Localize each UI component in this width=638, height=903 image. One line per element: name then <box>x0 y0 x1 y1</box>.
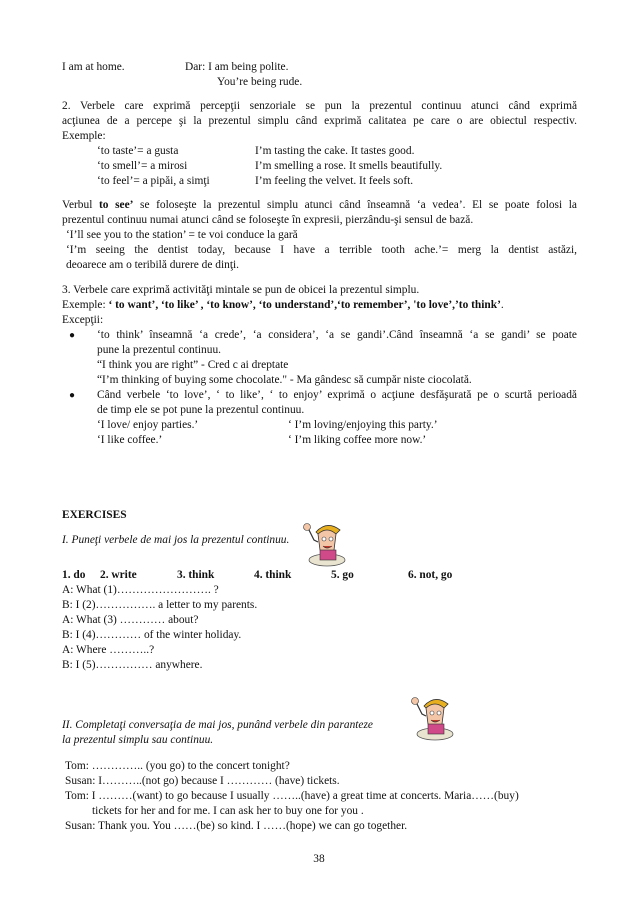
exercise1-line: B: I (2)……………. a letter to my parents. <box>62 599 258 611</box>
exercise2-title-line1: II. Completaţi conversaţia de mai jos, punând verbele din paranteze <box>62 719 373 731</box>
section2-line2: acţiunea de a percepe şi la prezentul simplu când exprimă calitatea pe care o are obiectul respectiv. <box>62 115 577 127</box>
example-rude: You’re being rude. <box>217 76 303 88</box>
section3-exemple: Exemple: ‘ to want’, ‘to like’ , ‘to know’, ‘to understand’,‘to remember’, 'to love’,’to think’. <box>62 299 504 311</box>
exception1-line4: “I’m thinking of buying some chocolate." - Ma gândesc să cumpăr niste ciocolată. <box>97 374 472 386</box>
example-feel-term: ‘to feel’= a pipăi, a simţi <box>97 175 210 187</box>
section2-exemple: Exemple: <box>62 130 106 142</box>
exercise1-title: I. Puneţi verbele de mai jos la prezentul continuu. <box>62 534 290 546</box>
exercise1-line: A: Where ………..? <box>62 644 155 656</box>
exercise2-title-line2: la prezentul simplu sau continuu. <box>62 734 214 746</box>
exception2-ex1-b: ‘ I’m loving/enjoying this party.’ <box>288 419 438 431</box>
exercise2-line: Susan: Thank you. You ……(be) so kind. I ……(hope) we can go together. <box>65 820 408 832</box>
exercise2-line: tickets for her and for me. I can ask her to buy one for you . <box>92 805 364 817</box>
exercise1-word-6: 6. not, go <box>408 569 453 581</box>
exercise1-word-3: 3. think <box>177 569 215 581</box>
tosee-line4: ‘I’m seeing the dentist today, because I have a terrible tooth ache.’= merg la dentist astăzi, <box>66 244 577 256</box>
example-home: I am at home. <box>62 61 125 73</box>
exercise1-word-2: 2. write <box>100 569 137 581</box>
exception2-line1: Când verbele ‘to love’, ‘ to like’, ‘ to enjoy’ exprimă o acţiune desfăşurată pe o scurtă perioadă <box>97 389 577 401</box>
bullet-icon: ● <box>69 330 76 341</box>
example-taste-term: ‘to taste’= a gusta <box>97 145 179 157</box>
waving-cartoon-character-icon <box>300 520 354 568</box>
example-smell-sentence: I’m smelling a rose. It smells beautifully. <box>255 160 443 172</box>
exception2-ex1-a: ‘I love/ enjoy parties.’ <box>97 419 199 431</box>
exercise1-word-5: 5. go <box>331 569 354 581</box>
exception1-line2: pune la prezentul continuu. <box>97 344 221 356</box>
example-taste-sentence: I’m tasting the cake. It tastes good. <box>255 145 415 157</box>
example-feel-sentence: I’m feeling the velvet. It feels soft. <box>255 175 414 187</box>
exception2-ex2-a: ‘I like coffee.’ <box>97 434 163 446</box>
tosee-line1: Verbul to see’ se foloseşte la prezentul simplu atunci când înseamnă ‘a vedea’. El se poate folosi la <box>62 199 577 211</box>
exercise2-line: Susan: I………..(not go) because I ………… (have) tickets. <box>65 775 340 787</box>
exception2-line2: de timp ele se pot pune la prezentul continuu. <box>97 404 305 416</box>
exercise1-word-1: 1. do <box>62 569 86 581</box>
bullet-icon: ● <box>69 390 76 401</box>
exception1-line1: ‘to think’ înseamnă ‘a crede’, ‘a considera’, ‘a se gandi’.Când înseamnă ‘a se gandi’ se poate <box>97 329 577 341</box>
example-polite: Dar: I am being polite. <box>185 61 289 73</box>
exception2-ex2-b: ‘ I’m liking coffee more now.’ <box>288 434 427 446</box>
section3-exceptii: Excepţii: <box>62 314 104 326</box>
exercises-heading: EXERCISES <box>62 509 127 521</box>
tosee-line3: ‘I’ll see you to the station’ = te voi conduce la gară <box>66 229 298 241</box>
exercise2-line: Tom: ………….. (you go) to the concert tonight? <box>65 760 290 772</box>
exercise1-line: B: I (4)………… of the winter holiday. <box>62 629 242 641</box>
exercise1-word-4: 4. think <box>254 569 292 581</box>
waving-cartoon-character-icon <box>408 694 462 742</box>
section3-line1: 3. Verbele care exprimă activităţi mintale se pun de obicei la prezentul simplu. <box>62 284 420 296</box>
tosee-line5: deoarece am o teribilă durere de dinţi. <box>66 259 239 271</box>
page-number: 38 <box>313 853 325 865</box>
exercise1-line: A: What (1)……………………. ? <box>62 584 219 596</box>
example-smell-term: ‘to smell’= a mirosi <box>97 160 188 172</box>
section2-line1: 2. Verbele care exprimă percepţii senzoriale se pun la prezentul continuu atunci când exprimă <box>62 100 577 112</box>
tosee-line2: prezentul continuu numai atunci când se foloseşte în expresii, pierzându-şi sensul de bază. <box>62 214 474 226</box>
exercise2-line: Tom: I ………(want) to go because I usually ……..(have) a great time at concerts. Maria……(buy) <box>65 790 519 802</box>
exercise1-line: B: I (5)…………… anywhere. <box>62 659 203 671</box>
exception1-line3: “I think you are right” - Cred c ai dreptate <box>97 359 289 371</box>
exercise1-line: A: What (3) ………… about? <box>62 614 199 626</box>
